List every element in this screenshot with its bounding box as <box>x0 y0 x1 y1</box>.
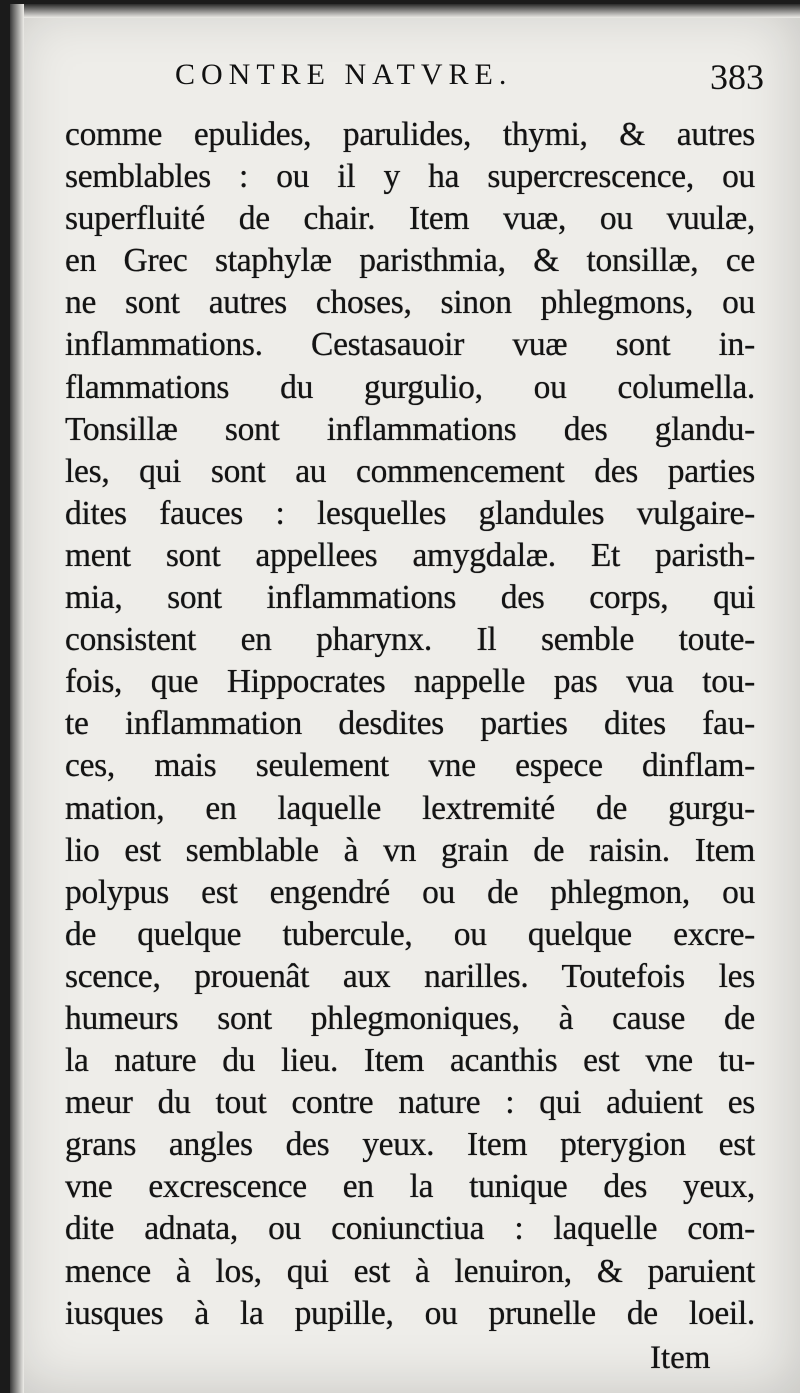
text-line: la nature du lieu. Item acanthis est vne tu- <box>65 1042 755 1080</box>
text-line: en Grec staphylæ paristhmia, & tonsillæ, ce <box>65 242 755 280</box>
text-line: mia, sont inflammations des corps, qui <box>65 579 755 617</box>
text-line: mation, en laquelle lextremité de gurgu- <box>65 789 755 827</box>
text-line: flammations du gurgulio, ou columella. <box>65 368 755 406</box>
text-line: fois, que Hippocrates nappelle pas vua tou- <box>65 663 755 701</box>
body-text <box>65 114 755 1335</box>
text-line: mence à los, qui est à lenuiron, & paruient <box>65 1252 755 1290</box>
text-line: consistent en pharynx. Il semble toute- <box>65 621 755 659</box>
text-line: ment sont appellees amygdalæ. Et paristh- <box>65 536 755 574</box>
text-line: Tonsillæ sont inflammations des glandu- <box>65 410 755 448</box>
text-line: de quelque tubercule, ou quelque excre- <box>65 915 755 953</box>
text-line: humeurs sont phlegmoniques, à cause de <box>65 999 755 1037</box>
text-line: grans angles des yeux. Item pterygion est <box>65 1126 755 1164</box>
text-line: te inflammation desdites parties dites fau- <box>65 705 755 743</box>
text-line: polypus est engendré ou de phlegmon, ou <box>65 873 755 911</box>
catchword: Item <box>650 1340 711 1376</box>
text-line: lio est semblable à vn grain de raisin. Item <box>65 831 755 869</box>
text-line: meur du tout contre nature : qui aduient es <box>65 1084 755 1122</box>
book-page <box>10 4 800 1393</box>
text-line: ne sont autres choses, sinon phlegmons, ou <box>65 284 755 322</box>
text-line: dites fauces : lesquelles glandules vulgaire- <box>65 494 755 532</box>
page-top-edge <box>10 4 800 18</box>
running-head: CONTRE NATVRE. <box>175 58 513 91</box>
text-line: iusques à la pupille, ou prunelle de loeil. <box>65 1294 755 1332</box>
page-number: 383 <box>710 57 764 97</box>
text-line: les, qui sont au commencement des parties <box>65 452 755 490</box>
page-gutter-edge <box>10 4 24 1393</box>
text-line: scence, prouenât aux narilles. Toutefois les <box>65 957 755 995</box>
text-line: semblables : ou il y ha supercrescence, ou <box>65 158 755 196</box>
text-line: dite adnata, ou coniunctiua : laquelle com- <box>65 1210 755 1248</box>
text-line: ces, mais seulement vne espece dinflam- <box>65 747 755 785</box>
text-line: comme epulides, parulides, thymi, & autres <box>65 116 755 153</box>
text-line: inflammations. Cestasauoir vuæ sont in- <box>65 326 755 364</box>
page-header <box>10 52 800 102</box>
text-line: vne excrescence en la tunique des yeux, <box>65 1168 755 1206</box>
text-line: superfluité de chair. Item vuæ, ou vuulæ, <box>65 200 755 238</box>
